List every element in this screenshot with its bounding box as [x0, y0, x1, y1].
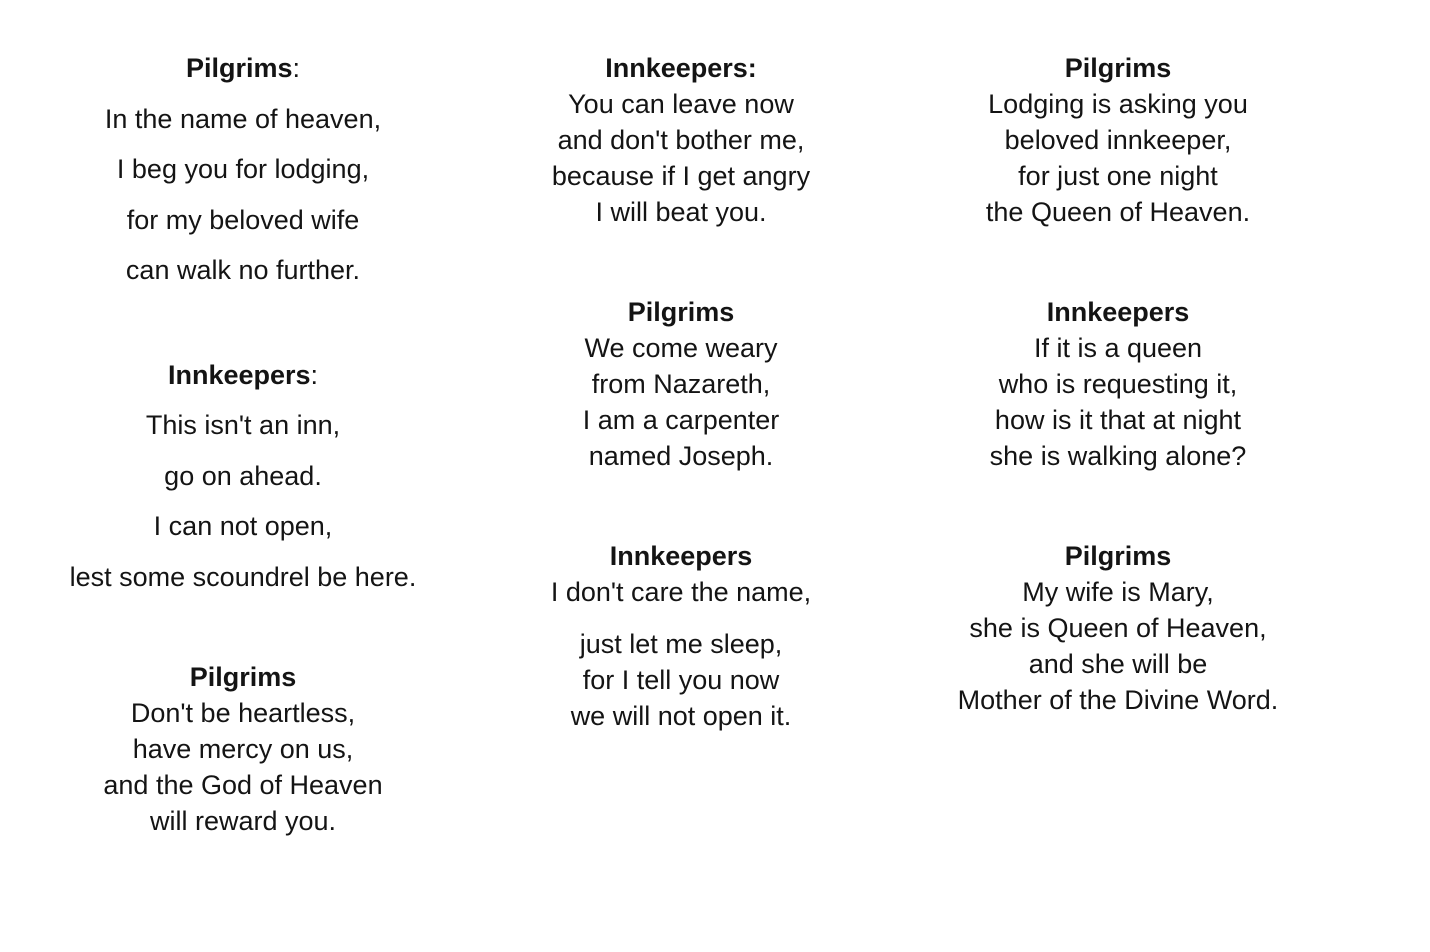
verse-line: Lodging is asking you	[988, 89, 1248, 119]
stanza-speaker	[900, 538, 1336, 574]
verse-line: Don't be heartless,	[130, 698, 356, 728]
verse-line: and the God of Heaven	[103, 770, 383, 800]
stanza-pilgrims-1	[28, 43, 458, 296]
verse-line: she is Queen of Heaven,	[969, 613, 1267, 643]
stanza-speaker	[463, 50, 899, 86]
verse-line: I beg you for lodging,	[116, 154, 370, 184]
verse-line: how is it that at night	[994, 405, 1242, 435]
verse-line: have mercy on us,	[132, 734, 354, 764]
stanza-pilgrims-3	[463, 294, 899, 474]
verse-line: I don't care the name,	[550, 577, 812, 607]
column-3	[900, 50, 1336, 718]
speaker-name: Innkeepers	[609, 541, 753, 571]
speaker-name: Pilgrims	[627, 297, 735, 327]
speaker-name: Pilgrims	[1064, 53, 1172, 83]
verse-line: My wife is Mary,	[1022, 577, 1214, 607]
verse-line: for I tell you now	[582, 665, 780, 695]
verse-line: and she will be	[1028, 649, 1208, 679]
stanza-speaker	[28, 659, 458, 695]
verse-line: can walk no further.	[125, 255, 361, 285]
verse-line: Mother of the Divine Word.	[957, 685, 1279, 715]
stanza-innkeepers-1	[28, 350, 458, 603]
stanza-speaker	[463, 294, 899, 330]
speaker-name: Innkeepers	[1046, 297, 1190, 327]
verse-line: I am a carpenter	[582, 405, 780, 435]
verse-line: I can not open,	[153, 511, 333, 541]
verse-line: lest some scoundrel be here.	[69, 561, 417, 592]
verse-line: for my beloved wife	[126, 204, 360, 235]
stanza-innkeepers-3	[463, 538, 899, 734]
stanza-pilgrims-4	[900, 50, 1336, 230]
column-2	[463, 50, 899, 734]
speaker-name: Pilgrims	[1064, 541, 1172, 571]
verse-line: and don't bother me,	[557, 125, 805, 155]
verse-line: This isn't an inn,	[145, 410, 341, 440]
verse-line: I will beat you.	[595, 197, 767, 227]
speaker-name: Pilgrims	[185, 53, 293, 83]
verse-line: named Joseph.	[588, 441, 774, 471]
verse-line: because if I get angry	[551, 161, 811, 191]
speaker-name: Innkeepers	[167, 359, 311, 390]
verse-line: she is walking alone?	[989, 441, 1247, 471]
verse-line: for just one night	[1018, 161, 1218, 191]
verse-line: In the name of heaven,	[104, 103, 382, 134]
stanza-pilgrims-2	[28, 659, 458, 839]
stanza-speaker	[463, 538, 899, 574]
stanza-speaker	[900, 50, 1336, 86]
speaker-name: Pilgrims	[189, 662, 297, 692]
stanza-speaker	[900, 294, 1336, 330]
column-1	[28, 43, 458, 839]
stanza-innkeepers-4	[900, 294, 1336, 474]
verse-line: beloved innkeeper,	[1004, 125, 1232, 155]
stanza-speaker	[28, 350, 458, 401]
verse-line: You can leave now	[568, 89, 794, 119]
verse-line: from Nazareth,	[591, 369, 771, 399]
verse-line: We come weary	[584, 333, 778, 363]
speaker-colon: :	[292, 53, 301, 83]
verse-line: go on ahead.	[164, 460, 322, 491]
speaker-colon: :	[310, 359, 319, 390]
verse-line: we will not open it.	[570, 701, 792, 731]
verse-line: If it is a queen	[1033, 333, 1203, 363]
stanza-pilgrims-5	[900, 538, 1336, 718]
stanza-speaker	[28, 43, 458, 94]
verse-line: the Queen of Heaven.	[985, 197, 1251, 227]
verse-line: will reward you.	[149, 806, 337, 836]
verse-line: just let me sleep,	[579, 629, 783, 659]
verse-line: who is requesting it,	[998, 369, 1238, 399]
stanza-innkeepers-2	[463, 50, 899, 230]
speaker-name: Innkeepers:	[605, 53, 757, 83]
